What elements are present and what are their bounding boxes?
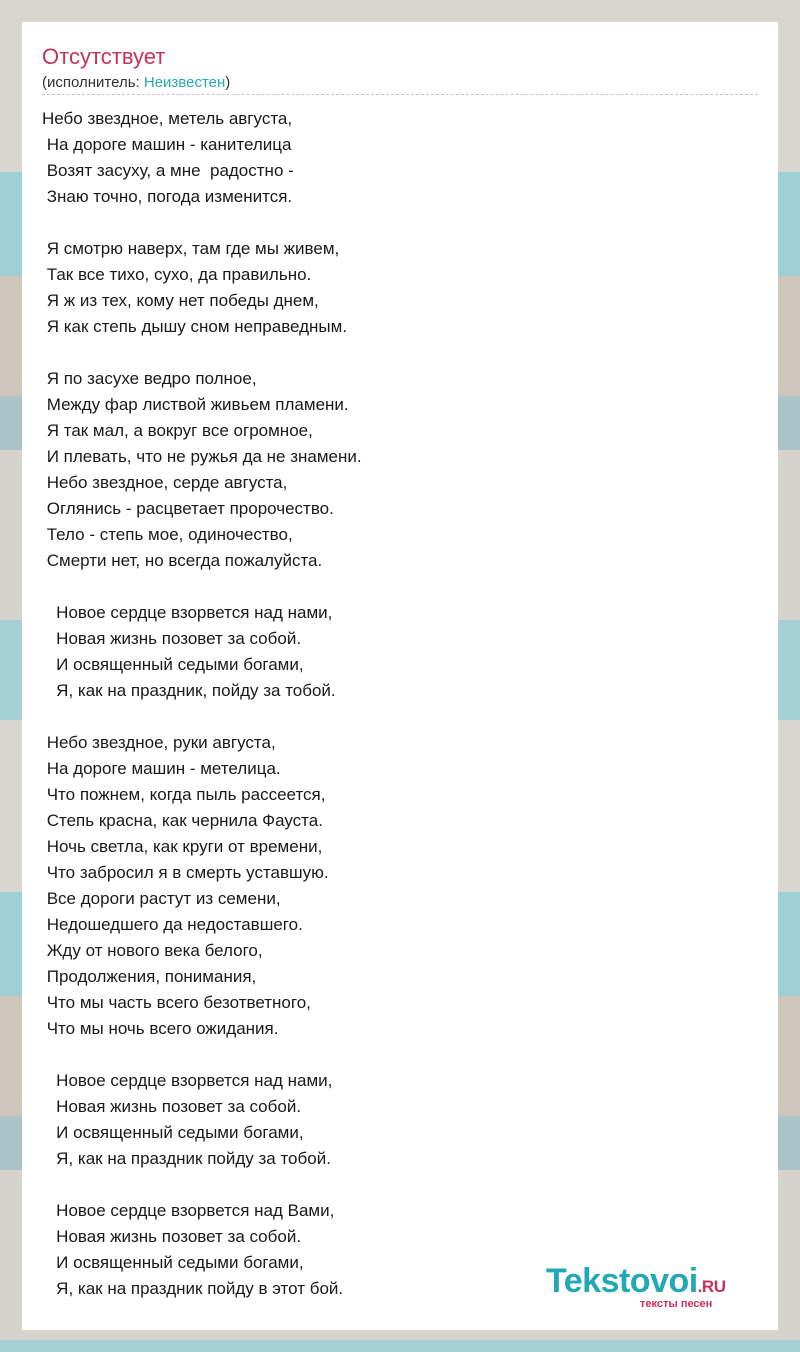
artist-line (42, 74, 230, 91)
logo-tagline: тексты песен (640, 1298, 713, 1310)
logo-main: Tekstovoi (546, 1262, 698, 1300)
title-divider (42, 94, 758, 95)
lyrics-card (22, 22, 778, 1330)
site-logo[interactable] (546, 1262, 725, 1301)
artist-prefix: (исполнитель: (42, 74, 144, 91)
song-title: Отсутствует (42, 44, 166, 69)
lyrics-text: Небо звездное, метель августа, На дороге машин - канителица Возят засуху, а мне радостно - Знаю точно, погода изменится. Я смотрю наверх, там где мы живем, Так все тихо, сухо, да правильно. Я ж из тех, кому нет победы днем, Я как степь дышу сном неправедным. Я по засухе ведро полное, Между фар листвой живьем пламени. Я так мал, а вокруг все огромное, И плевать, что не ружья да не знамени. Небо звездное, серде августа, Оглянись - расцветает пророчество. Тело - степь мое, одиночество, Смерти нет, но всегда пожалуйста. Новое сердце взорвется над нами, Новая жизнь позовет за собой. И освященный седыми богами, Я, как на праздник, пойду за тобой. Небо звездное, руки августа, На дороге машин - метелица. Что пожнем, когда пыль рассеется, Степь красна, как чернила Фауста. Ночь светла, как круги от времени, Что забросил я в смерть уставшую. Все дороги растут из семени, Недошедшего да недоставшего. Жду от нового века белого, Продолжения, понимания, Что мы часть всего безответного, Что мы ночь всего ожидания. Новое сердце взорвется над нами, Новая жизнь позовет за собой. И освященный седыми богами, Я, как на праздник пойду за тобой. Новое сердце взорвется над Вами, Новая жизнь позовет за собой. И освященный седыми богами, Я, как на праздник пойду в этот бой. (42, 109, 362, 1298)
artist-link[interactable]: Неизвестен (143, 74, 226, 91)
artist-suffix: ) (225, 74, 231, 91)
logo-tld: .RU (697, 1277, 726, 1296)
